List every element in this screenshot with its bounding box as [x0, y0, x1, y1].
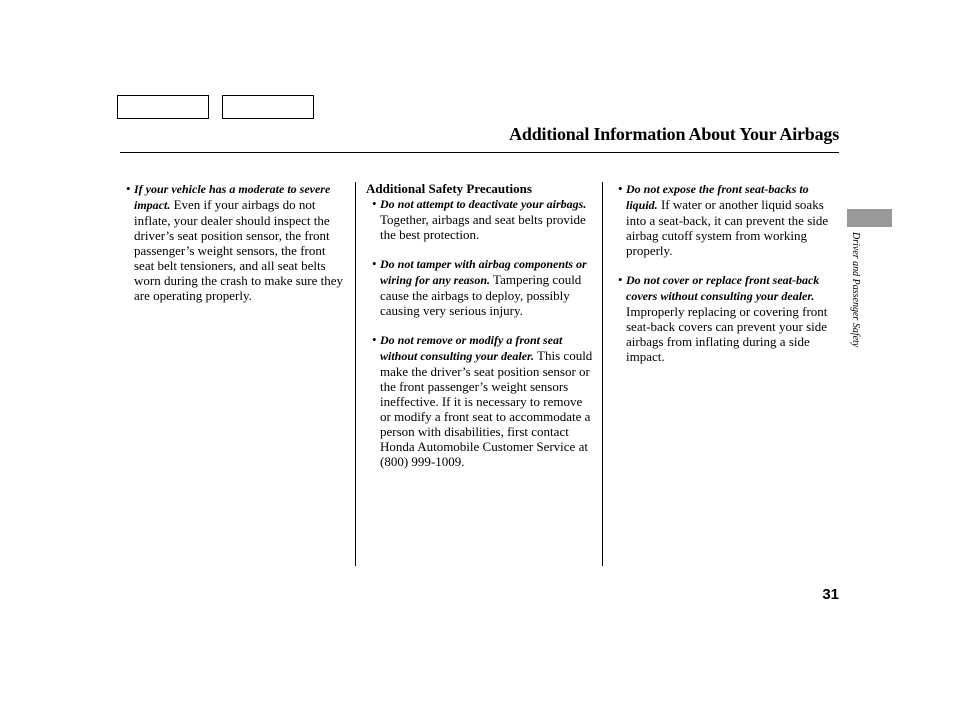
list-item: [618, 181, 840, 258]
section-heading: Additional Safety Precautions: [366, 181, 532, 196]
bullet-lead: Do not expose the front seat-backs to liquid.: [626, 182, 809, 212]
text-column-left: [126, 181, 348, 317]
bullet-text: Improperly replacing or covering front seat-back covers can prevent your side airbags from inflating during a side impact.: [626, 304, 828, 364]
page-title: Additional Information About Your Airbags: [509, 124, 839, 144]
nav-box-next[interactable]: [222, 95, 314, 119]
list-item: [372, 196, 594, 242]
bullet-text: Together, airbags and seat belts provide the best protection.: [380, 212, 586, 242]
text-column-middle: [366, 181, 594, 483]
bullet-icon: •: [618, 272, 623, 287]
section-tab-label: Driver and Passenger Safety: [850, 232, 861, 348]
list-item: [372, 332, 594, 469]
bullet-icon: •: [372, 256, 377, 271]
bullet-icon: •: [618, 181, 623, 196]
bullet-lead: Do not tamper with airbag components or wiring for any reason.: [380, 257, 587, 287]
page-number: 31: [822, 586, 839, 603]
bullet-text: This could make the driver’s seat position sensor or the front passenger’s weight sensors ineffective. If it is necessary to remove or modify a front seat to accommodate a person with disabilities, first contact Honda Automobile Customer Service at (800) 999-1009.: [380, 348, 593, 469]
bullet-text: Even if your airbags do not inflate, your dealer should inspect the driver’s seat position sensor, the front passenger’s weight sensors, the front seat belt tensioners, and all seat belts worn during the crash to make sure they are operating properly.: [134, 197, 344, 303]
bullet-lead: Do not cover or replace front seat-back covers without consulting your dealer.: [626, 273, 820, 303]
bullet-lead: If your vehicle has a moderate to severe impact.: [134, 182, 331, 212]
bullet-lead: Do not remove or modify a front seat without consulting your dealer.: [380, 333, 563, 363]
section-tab[interactable]: [847, 209, 892, 227]
bullet-icon: •: [372, 332, 377, 347]
column-divider-right: [602, 182, 603, 566]
bullet-icon: •: [126, 181, 131, 196]
title-divider: [120, 152, 839, 153]
bullet-lead: Do not attempt to deactivate your airbags.: [380, 197, 587, 211]
list-item: [618, 272, 840, 364]
nav-box-previous[interactable]: [117, 95, 209, 119]
column-divider-left: [355, 182, 356, 566]
text-column-right: [618, 181, 840, 378]
list-item: [372, 256, 594, 318]
list-item: [126, 181, 348, 303]
bullet-text: If water or another liquid soaks into a seat-back, it can prevent the side airbag cutoff system from working properly.: [626, 197, 829, 258]
bullet-text: Tampering could cause the airbags to deploy, possibly causing very serious injury.: [380, 272, 582, 318]
bullet-icon: •: [372, 196, 377, 211]
